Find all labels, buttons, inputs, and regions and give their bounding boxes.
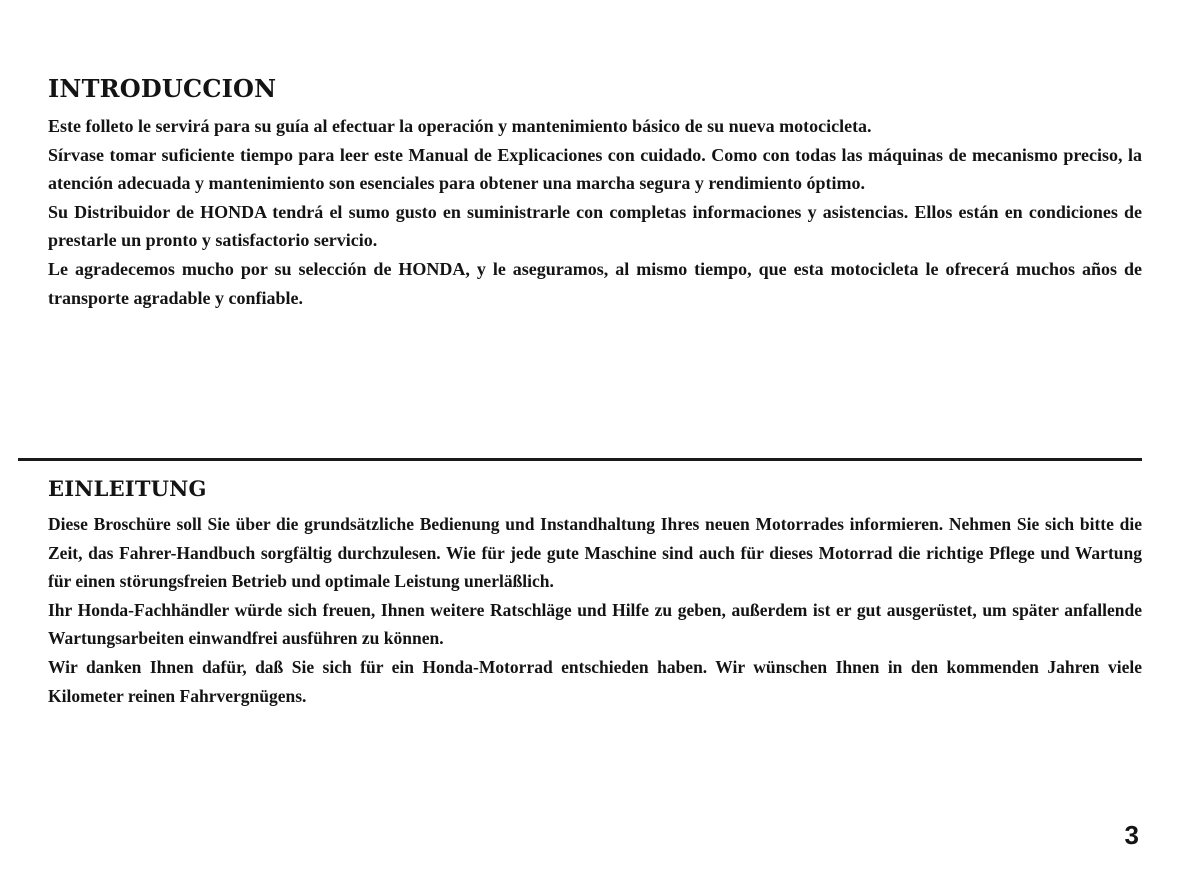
spanish-paragraph-3: Su Distribuidor de HONDA tendrá el sumo gusto en suministrarle con completas informaciones y asistencias. Ellos están en condiciones de prestarle un pronto y satisfactorio servicio. [48,201,1142,251]
section-divider [18,458,1142,461]
page-number: 3 [1124,820,1139,850]
german-paragraph-2: Ihr Honda-Fachhändler würde sich freuen, Ihnen weitere Ratschläge und Hilfe zu geben, außerdem ist er gut ausgerüstet, um später anfallende Wartungsarbeiten einwandfrei ausführen zu können. [48,599,1142,649]
german-heading: EINLEITUNG [48,476,207,501]
spanish-heading: INTRODUCCION [48,74,277,103]
german-paragraph-1: Diese Broschüre soll Sie über die grundsätzliche Bedienung und Instandhaltung Ihres neuen Motorrades informieren. Nehmen Sie sich bitte die Zeit, das Fahrer-Handbuch sorgfältig durchzulesen. Wie für jede gute Maschine sind auch für dieses Motorrad die richtige Pflege und Wartung für einen störungsfreien Betrieb und optimale Leistung unerläßlich. [48,514,1142,592]
spanish-paragraph-1: Este folleto le servirá para su guía al efectuar la operación y mantenimiento básico de su nueva motocicleta. [48,116,872,136]
german-paragraph-3: Wir danken Ihnen dafür, daß Sie sich für ein Honda-Motorrad entschieden haben. Wir wünschen Ihnen in den kommenden Jahren viele Kilometer reinen Fahrvergnügens. [48,656,1142,706]
spanish-paragraph-2: Sírvase tomar suficiente tiempo para leer este Manual de Explicaciones con cuidado. Como con todas las máquinas de mecanismo preciso, la atención adecuada y mantenimiento son esenciales para obtener una marcha segura y rendimiento óptimo. [48,144,1142,194]
spanish-section [48,72,1142,312]
spanish-paragraph-4: Le agradecemos mucho por su selección de HONDA, y le aseguramos, al mismo tiempo, que esta motocicleta le ofrecerá muchos años de transporte agradable y confiable. [48,258,1142,308]
german-section [48,474,1142,710]
